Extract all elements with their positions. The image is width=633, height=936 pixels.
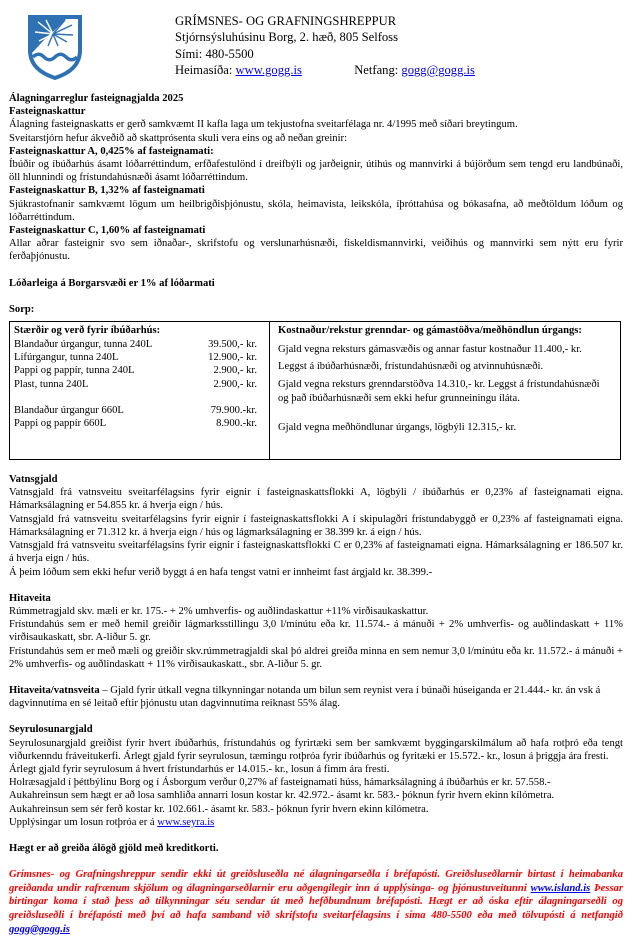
- vatnsgjald-paragraph: Á þeim lóðum sem ekki hefur verið byggt á en hafa tengst vatni er innheimt fast árgjald kr. 38.399.-: [9, 566, 433, 578]
- page-title: Álagningarreglur fasteignagjalda 2025: [9, 93, 184, 104]
- fee-price: 39.500,- kr.: [208, 339, 257, 351]
- website-label: Heimasíða:: [175, 63, 233, 78]
- fasteignaskattur-intro-1: Álagning fasteignaskatts er gerð samkvæmt II kafla laga um tekjustofna sveitarfélaga nr. 4/1995 með síðari breytingum.: [9, 119, 518, 131]
- table-row: [14, 378, 257, 391]
- fasteignaskattur-intro-2: Sveitarstjórn hefur ákveðið að skattprósenta skuli vera eins og að neðan greinir:: [9, 132, 348, 144]
- tax-class-b-text: Sjúkrastofnanir samkvæmt lögum um heilbrigðisþjónustu, skóla, heimavista, leikskóla, íþróttahúsa og bókasafna, að meðtöldum lóðum og lóðarréttindum.: [9, 198, 623, 223]
- email-link[interactable]: gogg@gogg.is: [401, 63, 475, 78]
- seyrulosun-paragraph: Holræsagjald í þéttbýlinu Borg og í Ásborgum verður 0,27% af fasteignamati húss, hámarksálagning á íbúðarhús er kr. 57.558.-: [9, 777, 551, 789]
- table-row: [14, 338, 257, 351]
- vatnsgjald-paragraph: Vatnsgjald frá vatnsveitu sveitarfélagsins fyrir eignir í fasteignaskattsflokki A í skipulagðri frístundabyggð er 0,23% af fasteignamati eigna. Hámarksálagning er 71.312 kr. á hverja eign / hús og lágmarksálagning er 38.399 kr. á eign / hús.: [9, 513, 623, 538]
- right-column-heading: Kostnaður/rekstur grenndar- og gámastöðva/meðhöndlun úrgangs:: [278, 325, 582, 337]
- org-name: GRÍMSNES- OG GRAFNINGSHREPPUR: [175, 14, 397, 28]
- document-body: [0, 81, 633, 936]
- fee-price: 2.900,- kr.: [213, 365, 257, 377]
- fee-label: Lífúrgangur, tunna 240L: [14, 352, 119, 364]
- table-row: [14, 351, 257, 364]
- seyra-info-line: [9, 816, 623, 829]
- hitaveita-vatnsveita-text: – Gjald fyrir útkall vegna tilkynningar notanda um bilun sem reynist vera í búnaði húseiganda er 21.444.- kr. án vsk á dagvinnutíma en sé leitað eftir þjónustu utan dagvinnutíma reiknast 55% álag.: [9, 684, 601, 710]
- fee-label: Blandaður úrgangur, tunna 240L: [14, 339, 153, 351]
- seyra-link[interactable]: www.seyra.is: [157, 816, 215, 828]
- fee-price: 12.900,- kr.: [208, 352, 257, 364]
- left-column-heading: Stærðir og verð fyrir íbúðarhús:: [14, 325, 161, 337]
- tax-class-a-heading: Fasteignaskattur A, 0,425% af fasteignamati:: [9, 145, 214, 157]
- fee-label: Plast, tunna 240L: [14, 378, 89, 390]
- org-phone: Sími: 480-5500: [175, 46, 254, 61]
- waste-fee-table-right-column: [269, 322, 620, 459]
- seyrulosun-paragraph: Aukahreinsun sem hægt er að losa samhliða annarri losun kostar kr. 42.972.- ásamt kr. 583.- þóknun fyrir hvern ekinn kílómetra.: [9, 790, 555, 802]
- tax-class-b-heading: Fasteignaskattur B, 1,32% af fasteignamati: [9, 185, 205, 197]
- vatnsgjald-paragraph: Vatnsgjald frá vatnsveitu sveitarfélagsins fyrir eignir í fasteignaskattsflokki C er 0,23% af fasteignamati eigna. Hámarksálagning er 186.507 kr. á hverja eign / hús.: [9, 540, 623, 565]
- section-heading-sorp: Sorp:: [9, 303, 35, 315]
- postal-notice: [9, 868, 623, 936]
- fee-label: Pappi og pappír 660L: [14, 418, 107, 430]
- island-is-link[interactable]: www.island.is: [530, 882, 591, 894]
- section-heading-vatnsgjald: Vatnsgjald: [9, 474, 58, 486]
- hitaveita-paragraph: Frístundahús sem er með mæli og greiðir skv.rúmmetragjaldi skal þó aldrei greiða minna en sem nemur 3,0 l/mínútu eða kr. 11.572.- á mánuði + 2% umhverfis- og auðlindaskatt + 11% virðisaukaskatt., sbr. A-liður 5. gr.: [9, 645, 623, 670]
- waste-fee-table-left-column: [10, 322, 269, 459]
- seyrulosun-paragraph: Árlegt gjald fyrir seyrulosum á hvert frístundarhús er 14.015.- kr., losun á fimm ára fresti.: [9, 763, 390, 775]
- hitaveita-paragraph: Frístundahús sem er með hemil greiðir lágmarksstillingu 3,0 l/mínútu eða kr. 11.574.- á mánuði + 2% umhverfis- og auðlindaskatt + 11% virðisaukaskatt, sbr. A-liður 5. gr.: [9, 619, 623, 644]
- notice-text-2: Þessar birtingar koma í stað þess að tilkynningar séu sendar út með hefðbundnum bréfapósti. Hægt er að óska eftir álagningarseðli og greiðsluseðli í bréfapósti með því að hafa samband við skrifstofu sveitarfélagsins í síma 480-5500 eða með tölvupósti á netfangið: [9, 882, 623, 921]
- section-heading-seyrulosun: Seyrulosunargjald: [9, 724, 93, 736]
- right-column-paragraph: Gjald vegna meðhöndlunar úrgangs, lögbýli 12.315,- kr.: [278, 422, 517, 434]
- fee-price: 8.900.-kr.: [216, 418, 257, 430]
- org-address: Stjórnsýsluhúsinu Borg, 2. hæð, 805 Selfoss: [175, 30, 398, 45]
- tax-class-a-text: Íbúðir og íbúðarhús ásamt lóðarréttindum, erfðafestulönd í dreifbýli og jarðeignir, útihús og mannvirki á bújörðum sem tengd eru landbúnaði, öll hlunnindi og frístundahúsnæði ásamt lóðarréttindum.: [9, 159, 623, 184]
- notice-email-link[interactable]: gogg@gogg.is: [9, 923, 70, 935]
- notice-text-1: Grímsnes- og Grafningshreppur sendir ekki út greiðsluseðla né álagningarseðla í bréfapósti. Greiðsluseðlarnir birtast í heimabanka greiðanda undir rafrænum skjölum og álagningarseðlarnir eru aðgengilegir inn á upplýsinga- og þjónustuveitunni: [9, 869, 623, 894]
- hitaveita-vatnsveita-lead: Hitaveita/vatnsveita: [9, 684, 100, 696]
- section-heading-fasteignaskattur: Fasteignaskattur: [9, 106, 86, 118]
- right-column-paragraph: Leggst á íbúðarhúsnæði, frístundahúsnæði og atvinnuhúsnæði.: [278, 361, 544, 373]
- right-column-paragraph: Gjald vegna reksturs grenndarstöðva 14.310,- kr. Leggst á frístundahúsnæði og það íbúðarhúsnæði sem ekki hefur grunneiningu íláta.: [278, 379, 600, 404]
- website-link[interactable]: www.gogg.is: [235, 63, 302, 78]
- email-label: Netfang:: [354, 63, 399, 78]
- hitaveita-vatnsveita-paragraph: [9, 684, 623, 710]
- table-spacer: [14, 391, 257, 404]
- letterhead-text: [175, 13, 475, 79]
- waste-fee-table: [9, 321, 621, 460]
- creditcard-line: Hægt er að greiða álögð gjöld með kreditkorti.: [9, 842, 219, 854]
- seyrulosun-paragraph: Aukahreinsun sem sér ferð kostar kr. 102.661.- ásamt kr. 583.- þóknun fyrir hvern ekinn kílómetra.: [9, 803, 429, 815]
- seyrulosun-paragraph: Seyrulosunargjald greiðist fyrir hvert íbúðarhús, frístundahús og fyrirtæki sem ber samkvæmt byggingarskilmálum að hafa rotþró eða tengt viðurkenndu fráveitukerfi. Árlegt gjald fyrir seyrulosun, tæmingu rotþróa fyrir íbúðarhús og fyritæki er 15.572.- kr., losun á þriggja ára fresti.: [9, 737, 623, 762]
- fee-label: Blandaður úrgangur 660L: [14, 404, 124, 416]
- fee-label: Pappi og pappír, tunna 240L: [14, 365, 135, 377]
- fee-price: 79.900.-kr.: [210, 404, 257, 416]
- letterhead: [0, 0, 633, 81]
- right-column-paragraph: Gjald vegna reksturs gámasvæðis og annar fastur kostnaður 11.400,- kr.: [278, 343, 582, 355]
- tax-class-c-text: Allar aðrar fasteignir svo sem iðnaðar-, skrifstofu og verslunarhúsnæði, fiskeldismannvirki, veiðihús og mannvirki sem nýtt eru fyrir ferðaþjónustu.: [9, 238, 623, 263]
- section-heading-hitaveita: Hitaveita: [9, 592, 51, 604]
- lodarleiga-line: Lóðarleiga á Borgarsvæði er 1% af lóðarmati: [9, 277, 215, 289]
- fee-price: 2.900,- kr.: [213, 378, 257, 390]
- table-row: [14, 417, 257, 430]
- vatnsgjald-paragraph: Vatnsgjald frá vatnsveitu sveitarfélagsins fyrir eignir í fasteignaskattsflokki A, lögbýli / íbúðarhús er 0,23% af fasteignamati eigna. Hámarksálagning er 54.855 kr. á hverja eign / hús.: [9, 487, 623, 512]
- org-contact-line: [175, 62, 475, 78]
- municipal-coat-of-arms-icon: [25, 13, 85, 81]
- table-row: [14, 404, 257, 417]
- tax-class-c-heading: Fasteignaskattur C, 1,60% af fasteignamati: [9, 225, 206, 237]
- seyra-info-prefix: Upplýsingar um losun rotþróa er á: [9, 816, 158, 828]
- hitaveita-paragraph: Rúmmetragjald skv. mæli er kr. 175.- + 2% umhverfis- og auðlindaskattur +11% virðisaukaskattur.: [9, 605, 429, 617]
- table-row: [14, 364, 257, 377]
